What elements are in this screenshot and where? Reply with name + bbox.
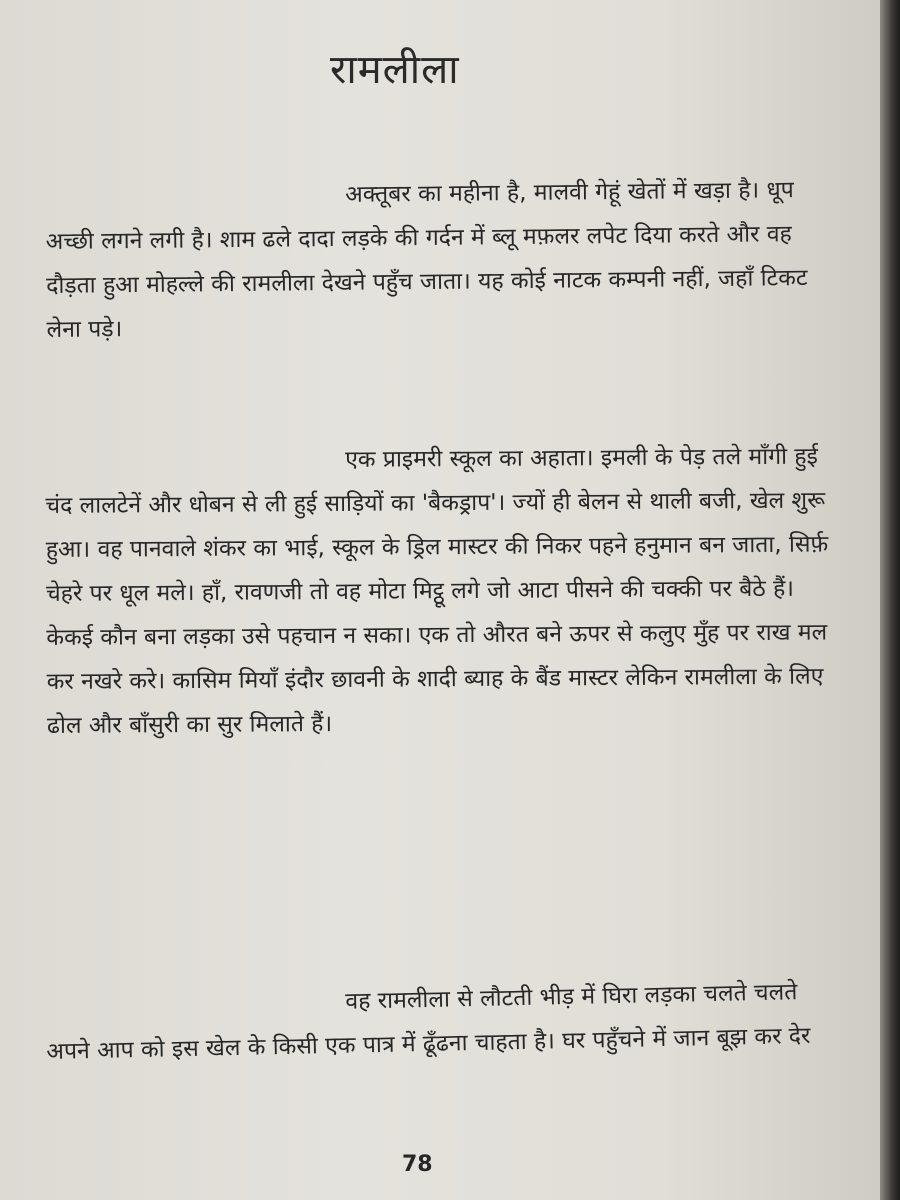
page-number: 78 xyxy=(402,1152,433,1177)
book-spine-shadow xyxy=(880,0,900,1200)
paragraph-1: अक्तूबर का महीना है, मालवी गेहूं खेतों में खड़ा है। धूप अच्छी लगने लगी है। शाम ढले दादा लड़के की गर्दन में ब्लू मफ़लर लपेट दिया करते और वह दौड़ता हुआ मोहल्ले की रामलीला देखने पहुँच जाता। यह कोई नाटक कम्पनी नहीं, जहाँ टिकट लेना पड़े। xyxy=(45,177,808,343)
page-title: रामलीला xyxy=(330,47,460,93)
paragraph-2: एक प्राइमरी स्कूल का अहाता। इमली के पेड़ तले माँगी हुई चंद लालटेनें और धोबन से ली हुई साड़ियों का 'बैकड्राप'। ज्यों ही बेलन से थाली बजी, खेल शुरू हुआ। वह पानवाले शंकर का भाई, स्कूल के ड्रिल मास्टर की निकर पहने हनुमान बन जाता, सिर्फ़ चेहरे पर धूल मले। हाँ, रावणजी तो वह मोटा मिट्ठू लगे जो आटा पीसने की चक्की पर बैठे हैं। केकई कौन बना लड़का उसे पहचान न सका। एक तो औरत बने ऊपर से कलुए मुँह पर राख मल कर नखरे करे। कासिम मियाँ इंदौर छावनी के शादी ब्याह के बैंड मास्टर लेकिन रामलीला के लिए ढोल और बाँसुरी का सुर मिलाते हैं। xyxy=(45,443,829,739)
paragraph-3: वह रामलीला से लौटती भीड़ में घिरा लड़का चलते चलते अपने आप को इस खेल के किसी एक पात्र में ढूँढना चाहता है। घर पहुँचने में जान बूझ कर देर xyxy=(46,979,811,1065)
